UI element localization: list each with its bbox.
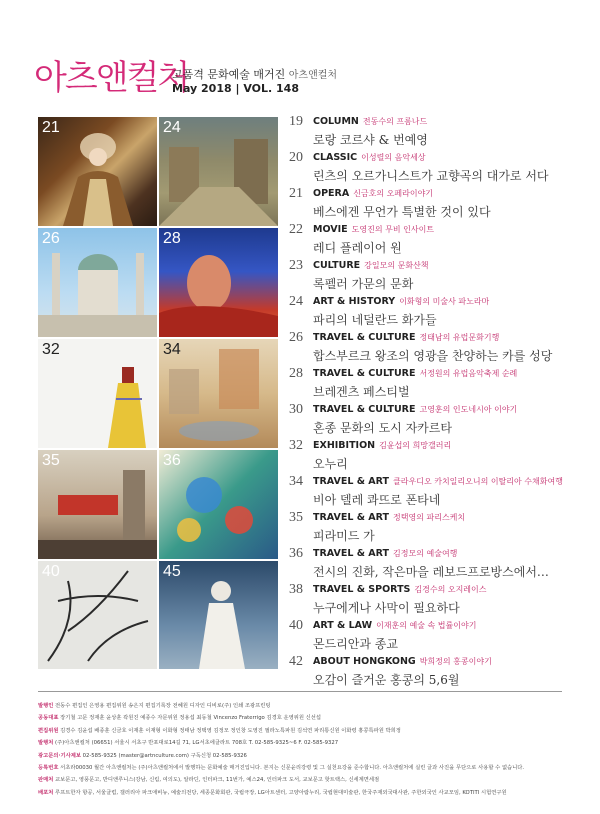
toc-page: 34 — [289, 474, 303, 489]
tile-number: 35 — [42, 452, 60, 469]
tile-number: 36 — [163, 452, 181, 469]
magazine-logo — [34, 58, 189, 98]
toc-section: TRAVEL & ART 김정모의 예술여행 — [313, 548, 458, 559]
toc-page: 38 — [289, 582, 303, 597]
toc-page: 30 — [289, 402, 303, 417]
toc-page: 21 — [289, 186, 303, 201]
tile-number: 40 — [42, 563, 60, 580]
toc-page: 22 — [289, 222, 303, 237]
toc-page: 20 — [289, 150, 303, 165]
toc-section: MOVIE 도영진의 무비 인사이트 — [313, 224, 435, 235]
tile-28-stage[interactable] — [159, 228, 278, 337]
tile-number: 28 — [163, 230, 181, 247]
tile-36-flower-painting[interactable] — [159, 450, 278, 559]
toc-page: 32 — [289, 438, 303, 453]
toc-section: ART & HISTORY 이화형의 미술사 파노라마 — [313, 296, 490, 307]
toc-title: 파리의 네덜란드 화가들 — [313, 313, 437, 327]
toc-section: OPERA 신금호의 오페라이야기 — [313, 188, 434, 199]
tile-number: 34 — [163, 341, 181, 358]
toc-title: 피라미드 가 — [313, 529, 375, 543]
credit-line: 등록번호 서초라00030 월간 아츠앤컬처는 (주)아츠앤컬처에서 발행하는 문화예술 매거진입니다. 본지는 신문윤리강령 및 그 실천요강을 준수합니다. 아츠앤컬처에 실린 글과 사진을 무단으로 사용할 수 없습니다. — [38, 765, 525, 772]
toc-section: EXHIBITION 김윤섭의 희망갤러리 — [313, 440, 452, 451]
masthead-credits — [38, 700, 562, 799]
toc-title: 록펠러 가문의 문화 — [313, 277, 414, 291]
credit-line: 공동대표 장기철 고문 정재훈 윤상훈 곽원진 예종수 자문위원 정용섭 최동철 Vincenzo Fraterrigo 김경호 운영위원 신선섭 — [38, 715, 322, 722]
toc-title: 레디 플레이어 원 — [313, 241, 402, 255]
toc-page: 24 — [289, 294, 303, 309]
toc-page: 42 — [289, 654, 303, 669]
issue-info: May 2018 | VOL. 148 — [172, 82, 299, 95]
tile-number: 21 — [42, 119, 60, 136]
toc-title: 합스부르크 왕조의 영광을 찬양하는 카를 성당 — [313, 349, 553, 363]
toc-section: ABOUT HONGKONG 박희정의 홍콩이야기 — [313, 656, 492, 667]
toc-page: 26 — [289, 330, 303, 345]
toc-section: TRAVEL & CULTURE 서정원의 유럽음악축제 순례 — [313, 368, 518, 379]
toc-section: TRAVEL & CULTURE 고영훈의 인도네시아 이야기 — [313, 404, 518, 415]
tile-26-karlskirche[interactable] — [38, 228, 157, 337]
toc-page: 35 — [289, 510, 303, 525]
tile-number: 45 — [163, 563, 181, 580]
tile-24-street-painting[interactable] — [159, 117, 278, 226]
toc-page: 36 — [289, 546, 303, 561]
image-grid — [38, 117, 278, 669]
toc-section: TRAVEL & ART 클라우디오 카치일리오니의 이탈리아 수채화여행 — [313, 476, 563, 487]
tile-21-portrait[interactable] — [38, 117, 157, 226]
tagline — [172, 66, 337, 82]
toc-section: TRAVEL & SPORTS 김경수의 오지레이스 — [313, 584, 487, 595]
credit-line: 배포처 루프트한자 항공, 서울클럽, 갤러리아 파크애비뉴, 예술의전당, 세종문화회관, 국립극장, LG아트센터, 고양아람누리, 국립현대미술관, 한국주재외국대사관, 주한외국인 사교모임, KOTITI 시험연구원 — [38, 789, 507, 796]
toc-section: TRAVEL & CULTURE 정태남의 유럽문화기행 — [313, 332, 500, 343]
toc-section: ART & LAW 이재훈의 예술 속 법률이야기 — [313, 620, 477, 631]
credit-line: 편집위원 김경수 김윤섭 배종훈 신금호 이재훈 이재형 이화형 정태남 정택영 김정모 정인창 도영진 필라노특파원 김석연 파리통신원 이화령 홍콩특파원 박희정 — [38, 727, 401, 734]
toc-title: 로랑 코르샤 & 번예영 — [313, 133, 428, 147]
tile-35-paris-sketch[interactable] — [38, 450, 157, 559]
credit-line: 발행인 전동수 편집인 은영용 편집위원 송은지 편집기록장 전혜원 디자인 디비로(주) 인쇄 조광프린팅 — [38, 703, 271, 709]
credit-line: 발행처 (주)아츠앤컬처 (06651) 서울시 서초구 반포대로14길 71, LG서초에클라트 708호 T. 02-585-9325~6 F. 02-585-9327 — [38, 740, 339, 747]
tile-45-white-figure[interactable] — [159, 561, 278, 669]
toc-section: CULTURE 강일모의 문화산책 — [313, 260, 429, 271]
tile-34-watercolor[interactable] — [159, 339, 278, 448]
tile-number: 32 — [42, 341, 60, 358]
tile-32-sculpture[interactable] — [38, 339, 157, 448]
toc-title: 브레겐츠 페스티벌 — [313, 385, 410, 399]
toc-page: 23 — [289, 258, 303, 273]
toc-title: 오감이 즐거운 홍콩의 5,6월 — [313, 673, 460, 687]
toc-page: 28 — [289, 366, 303, 381]
logo-text: 아츠앤컬처 — [34, 58, 189, 98]
toc-section: TRAVEL & ART 정택영의 파리스케치 — [313, 512, 466, 523]
toc-section: CLASSIC 이성렬의 음악세상 — [313, 152, 426, 163]
tile-number: 26 — [42, 230, 60, 247]
toc-title: 베스에겐 무언가 특별한 것이 있다 — [313, 205, 491, 219]
tile-number: 24 — [163, 119, 181, 136]
tagline-text: 고품격 문화예술 매거진 — [172, 68, 286, 81]
toc-title: 누구에게나 사막이 필요하다 — [313, 601, 460, 615]
toc-title: 몬드리안과 종교 — [313, 637, 398, 651]
toc-section: COLUMN 전동수의 프롬나드 — [313, 116, 428, 127]
credit-line: 광고문의·기사제보 02-585-9325 (master@artnculture.com) 구독신청 02-585-9326 — [38, 752, 247, 759]
toc-page: 19 — [289, 114, 303, 129]
toc-title: 혼종 문화의 도시 자카르타 — [313, 421, 452, 435]
toc-title: 비아 델레 콰뜨로 폰타네 — [313, 493, 441, 507]
toc-title: 오누리 — [313, 457, 348, 471]
toc-title: 린츠의 오르가니스트가 교향곡의 대가로 서다 — [313, 169, 549, 183]
toc-page: 40 — [289, 618, 303, 633]
divider — [38, 691, 562, 692]
toc-title: 전시의 진화, 작은마을 레보드프로방스에서… — [313, 565, 549, 579]
credit-line: 판매처 교보문고, 영풍문고, 반디앤루니스(강남, 신림, 여의도), 알라딘, 인터파크, 11번가, 예스24, 인터파크 도서, 교보문고 핫트랙스, 신세계면세점 — [38, 777, 380, 784]
tile-40-tree-painting[interactable] — [38, 561, 157, 669]
tagline-brand: 아츠앤컬처 — [288, 70, 338, 81]
